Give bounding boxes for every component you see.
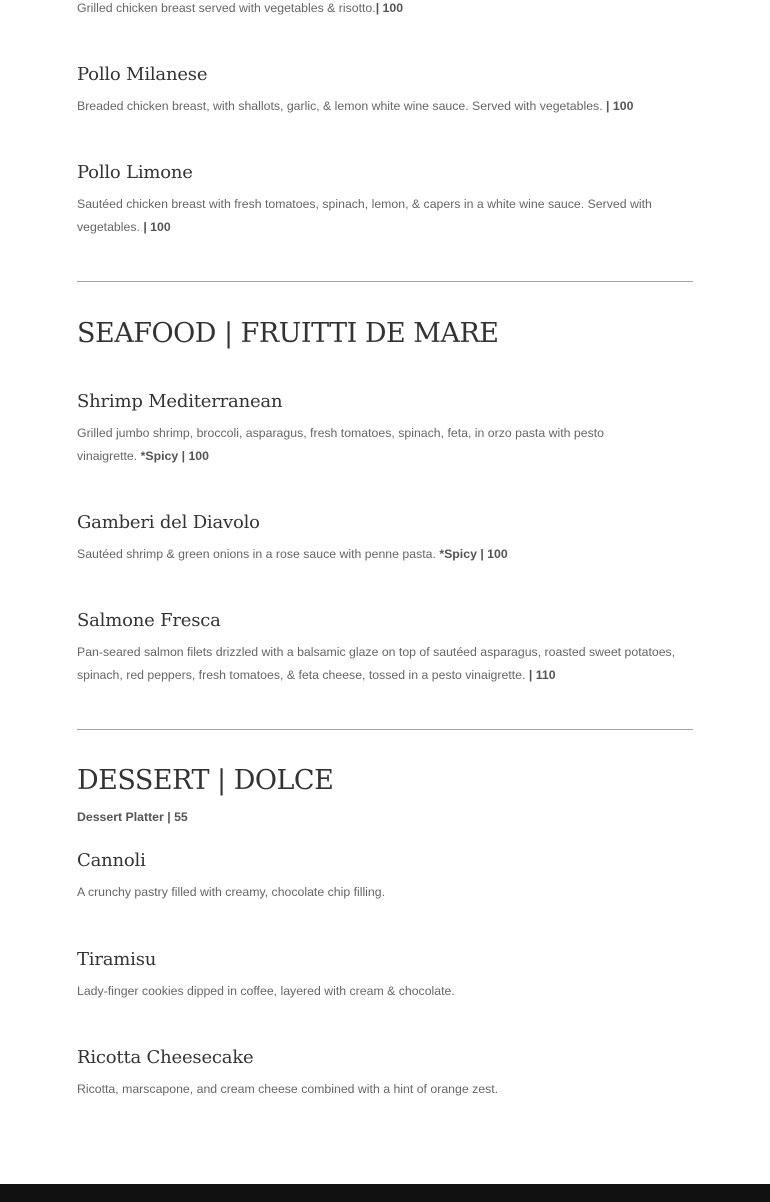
item-name: Shrimp Mediterranean — [77, 391, 283, 412]
item-name: Gamberi del Diavolo — [77, 512, 260, 533]
item-name: Tiramisu — [77, 949, 157, 970]
item-price: | 110 — [528, 668, 556, 682]
item-description: Sautéed chicken breast with fresh tomatoes, spinach, lemon, & capers in a white wine sauce. Served with vegetables. | 100 — [77, 197, 652, 234]
footer-bar — [0, 1184, 770, 1202]
section-title-dessert: DESSERT | DOLCE — [77, 765, 334, 796]
section-divider — [77, 729, 693, 730]
item-description: Grilled chicken breast served with vegetables & risotto.| 100 — [77, 1, 404, 15]
item-description: Grilled jumbo shrimp, broccoli, asparagus, fresh tomatoes, spinach, feta, in orzo pasta with pesto vinaigrette. *Spicy | 100 — [77, 426, 604, 463]
item-description: A crunchy pastry filled with creamy, chocolate chip filling. — [77, 885, 386, 899]
section-title-seafood: SEAFOOD | FRUITTI DE MARE — [77, 318, 499, 349]
item-description: Sautéed shrimp & green onions in a rose sauce with penne pasta. *Spicy | 100 — [77, 547, 508, 561]
item-name: Cannoli — [77, 850, 146, 871]
item-price: | 100 — [606, 99, 634, 113]
item-price: | 100 — [143, 220, 171, 234]
item-name: Pollo Milanese — [77, 64, 208, 85]
item-description: Lady-finger cookies dipped in coffee, layered with cream & chocolate. — [77, 984, 455, 998]
item-description: Breaded chicken breast, with shallots, garlic, & lemon white wine sauce. Served with vegetables. | 100 — [77, 99, 634, 113]
item-price: *Spicy | 100 — [140, 449, 209, 463]
item-name: Salmone Fresca — [77, 610, 221, 631]
section-divider — [77, 281, 693, 282]
item-description: Pan-seared salmon filets drizzled with a balsamic glaze on top of sautéed asparagus, roasted sweet potatoes, spinach, red peppers, fresh tomatoes, & feta cheese, tossed in a pesto vinaigrette. | 110 — [77, 645, 676, 682]
item-name: Pollo Limone — [77, 162, 193, 183]
dessert-platter-note: Dessert Platter | 55 — [77, 810, 188, 824]
item-price: *Spicy | 100 — [439, 547, 508, 561]
item-name: Ricotta Cheesecake — [77, 1047, 254, 1068]
item-description: Ricotta, marscapone, and cream cheese combined with a hint of orange zest. — [77, 1082, 499, 1096]
item-price: | 100 — [375, 1, 404, 15]
